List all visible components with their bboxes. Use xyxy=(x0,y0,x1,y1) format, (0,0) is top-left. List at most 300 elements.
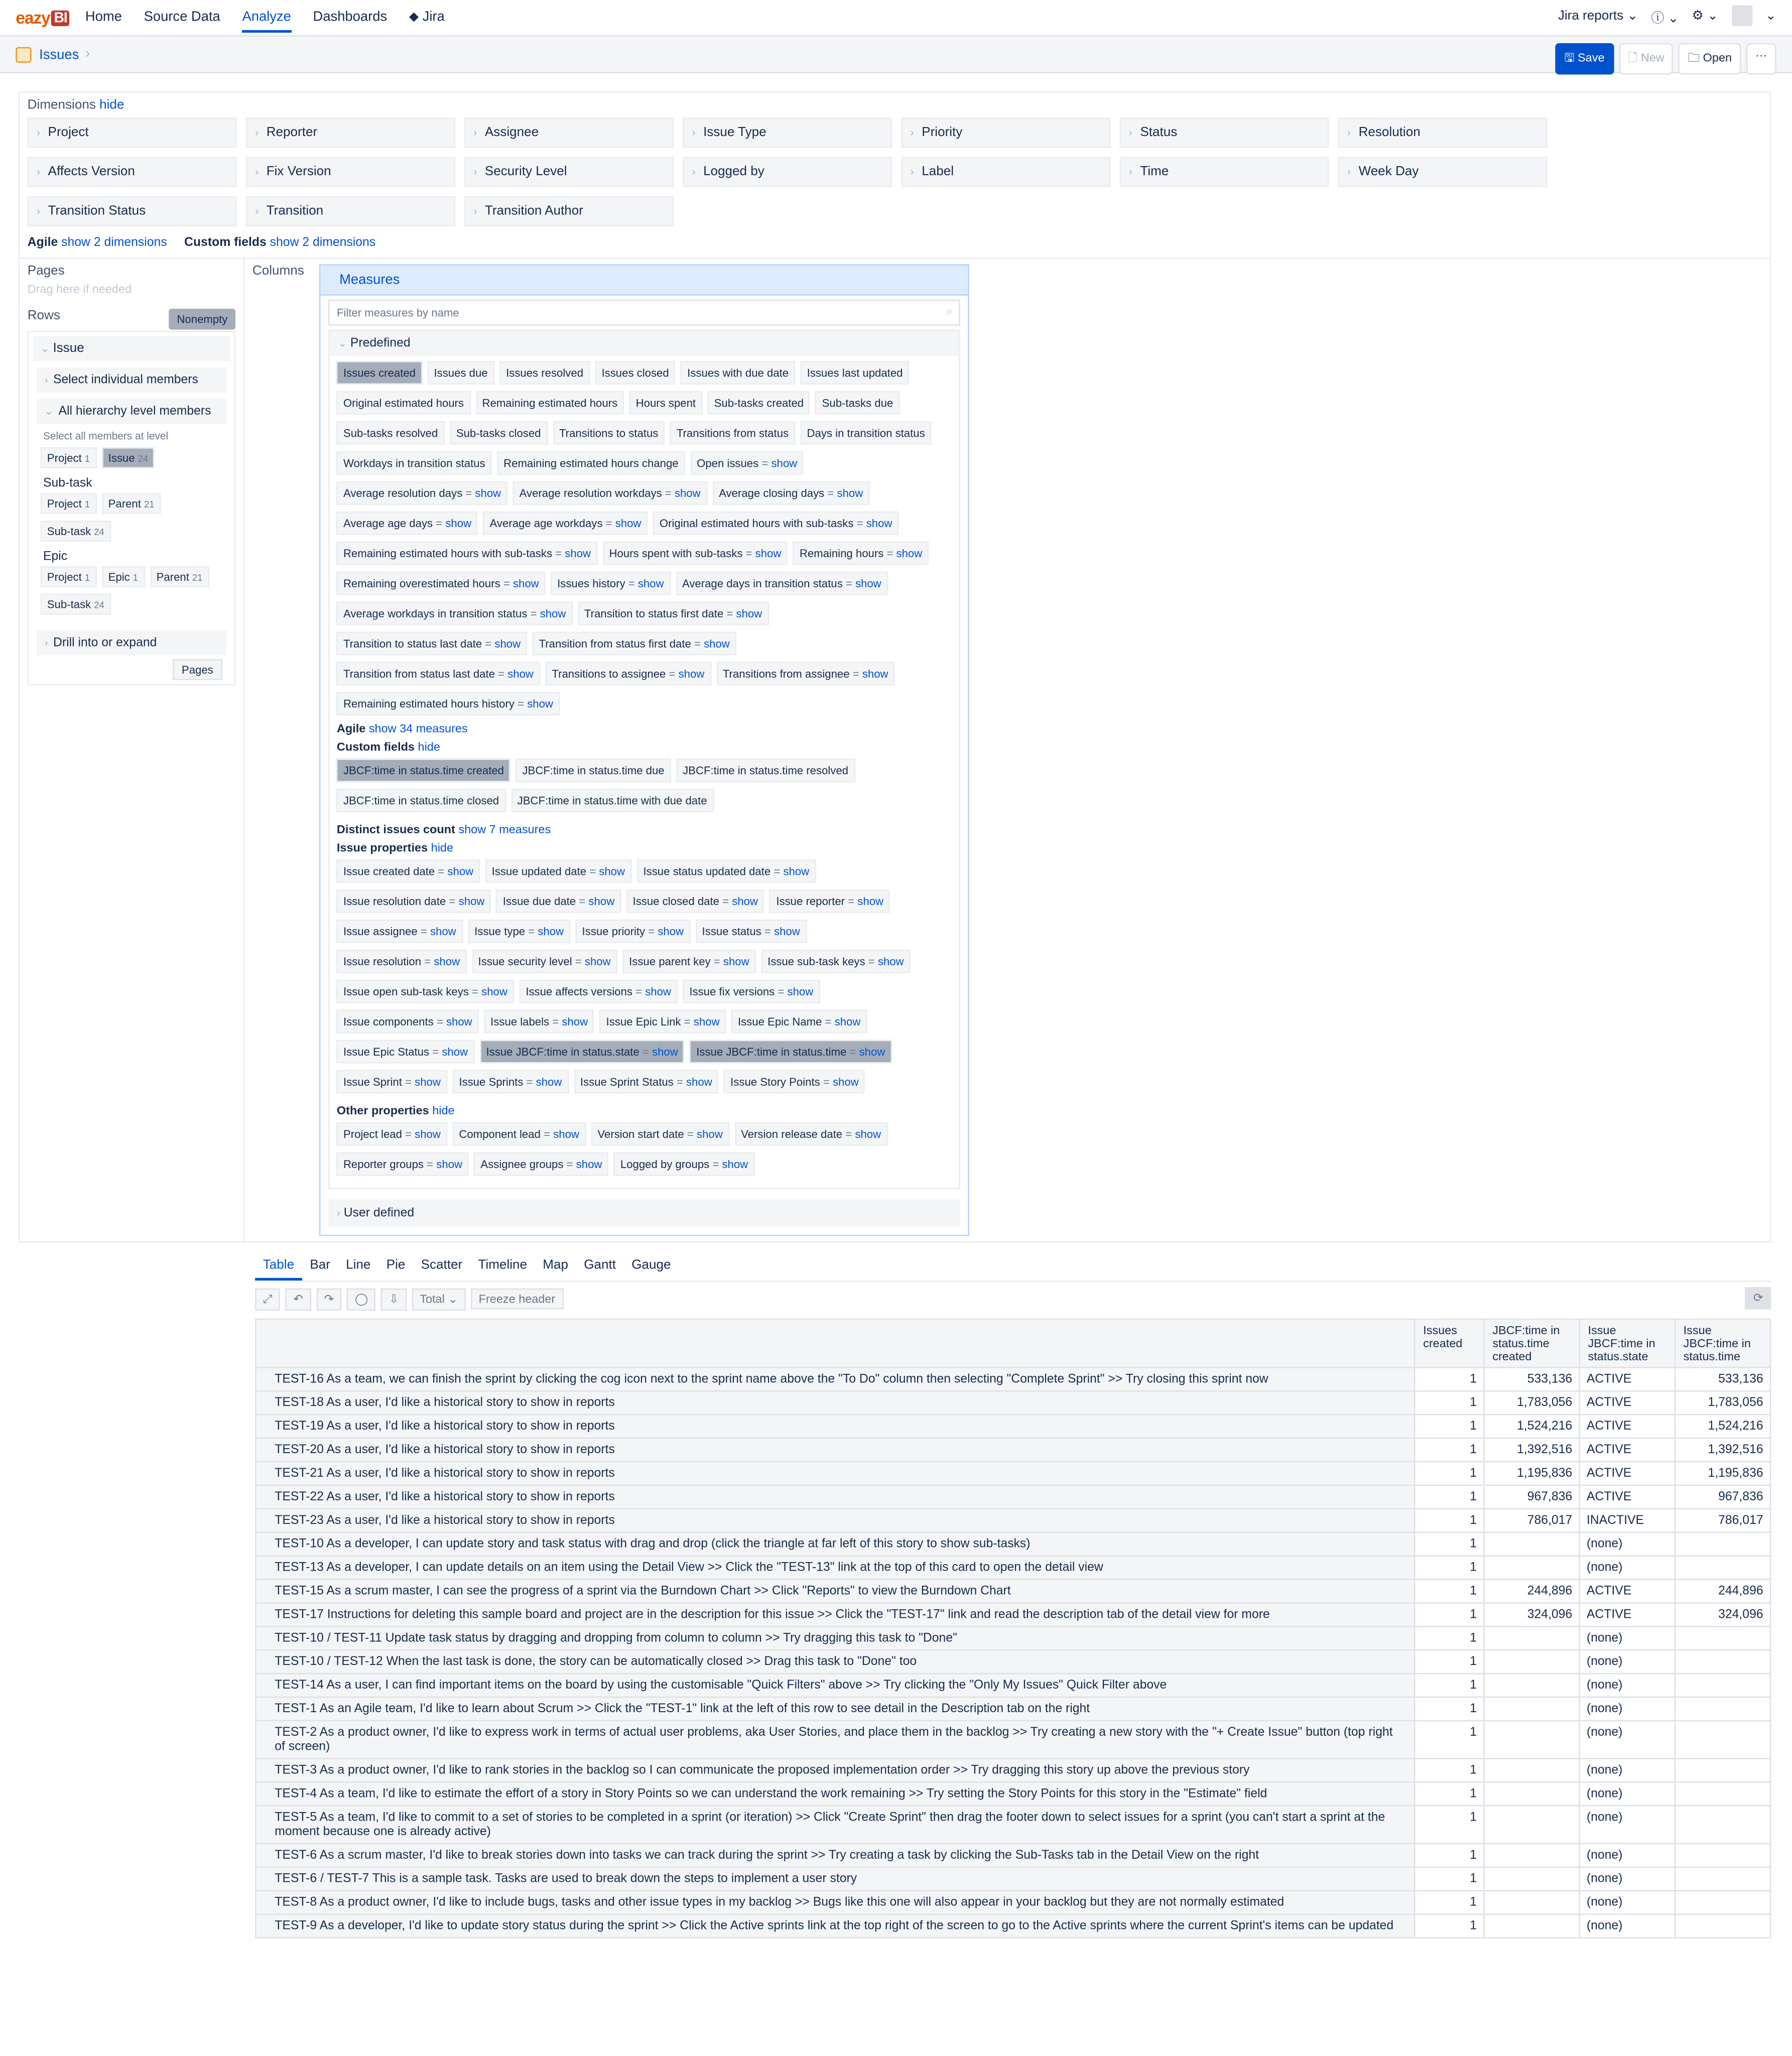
table-row xyxy=(255,1415,1770,1438)
measure-chip[interactable] xyxy=(337,481,507,505)
table-row xyxy=(255,1556,1770,1580)
show-link[interactable]: show xyxy=(540,607,566,620)
table-cell xyxy=(1484,1758,1579,1782)
measure-row xyxy=(337,602,953,625)
eazybi-logo[interactable] xyxy=(16,8,69,28)
save-button[interactable]: 🖫 Save xyxy=(1555,43,1613,75)
agile-group-label: Agile xyxy=(27,235,58,250)
table-cell: (none) xyxy=(1580,1674,1675,1697)
row-header-cell[interactable]: TEST-8 As a product owner, I'd like to include bugs, tasks and other issue types in my backlog >> Bugs like this one will also appear in your backlog but they are not normally estimated xyxy=(255,1891,1415,1914)
measure-chip[interactable] xyxy=(337,980,514,1003)
tab-bar[interactable]: Bar xyxy=(310,1258,330,1273)
agile-show-link[interactable]: show 2 dimensions xyxy=(61,235,167,250)
measure-chip[interactable] xyxy=(452,1070,568,1094)
table-cell: 786,017 xyxy=(1675,1509,1770,1532)
show-link[interactable]: show xyxy=(507,667,534,681)
show-link[interactable]: show xyxy=(637,577,664,590)
show-link[interactable]: show xyxy=(862,667,888,681)
dimension-transition-status[interactable] xyxy=(28,196,237,226)
show-link[interactable]: show xyxy=(771,456,798,470)
chevron-down-icon: ⌄ xyxy=(1627,8,1638,23)
rows-dimension-header[interactable] xyxy=(33,336,230,361)
show-link[interactable]: show xyxy=(652,1045,678,1059)
measure-label: Open issues xyxy=(697,456,759,470)
nav-source-data[interactable]: Source Data xyxy=(144,9,220,25)
measure-row xyxy=(337,421,953,445)
level-chip[interactable] xyxy=(150,566,209,587)
measure-label: Average age workdays xyxy=(489,517,603,530)
show-link[interactable]: show xyxy=(736,607,762,620)
show-link[interactable]: show xyxy=(896,547,923,560)
dimension-reporter[interactable] xyxy=(246,118,455,148)
measure-chip[interactable] xyxy=(511,789,714,812)
measure-chip[interactable] xyxy=(337,1070,447,1094)
dimension-time[interactable] xyxy=(1120,157,1329,187)
measure-chip[interactable] xyxy=(595,361,675,384)
measure-chip-selected[interactable] xyxy=(337,758,510,782)
measure-chip[interactable] xyxy=(337,391,470,415)
equals-icon: = xyxy=(775,985,788,998)
show-link[interactable]: show xyxy=(686,1075,712,1089)
measure-chip[interactable] xyxy=(533,632,736,656)
measure-chip[interactable] xyxy=(337,859,480,883)
measure-chip[interactable] xyxy=(681,361,795,384)
measure-chip[interactable] xyxy=(427,361,494,384)
tab-scatter[interactable]: Scatter xyxy=(421,1258,463,1273)
show-link[interactable]: show xyxy=(774,925,800,938)
measure-chip-selected[interactable] xyxy=(690,1040,891,1064)
row-header-cell[interactable]: TEST-2 As a product owner, I'd like to express work in terms of actual user problems, aka User Stories, and place them in the backlog >> Try creating a new story with the "+ Create Issue" button (top right of screen) xyxy=(255,1721,1415,1759)
tab-gauge[interactable]: Gauge xyxy=(631,1258,671,1273)
predefined-header[interactable] xyxy=(330,331,959,356)
measure-chip[interactable] xyxy=(337,662,540,686)
show-link[interactable]: show xyxy=(755,547,782,560)
help-icon[interactable]: ⓘ ⌄ xyxy=(1651,11,1679,26)
level-chip[interactable] xyxy=(41,493,96,514)
show-link[interactable]: show xyxy=(855,577,881,590)
measure-chip[interactable] xyxy=(337,692,560,715)
row-header-cell[interactable]: TEST-21 As a user, I'd like a historical story to show in reports xyxy=(255,1462,1415,1485)
show-link[interactable]: show xyxy=(832,1075,859,1089)
dimension-resolution[interactable] xyxy=(1338,118,1548,148)
show-link[interactable]: show xyxy=(442,1045,468,1059)
show-link[interactable]: show xyxy=(475,486,501,500)
measure-chip[interactable] xyxy=(816,391,900,415)
tab-gantt[interactable]: Gantt xyxy=(584,1258,616,1273)
level-chip[interactable] xyxy=(41,594,111,615)
hierarchy-epic-label: Epic xyxy=(43,549,68,564)
show-link[interactable]: show xyxy=(615,517,642,530)
measure-label: Transitions from status xyxy=(676,426,789,440)
measures-filter-input[interactable] xyxy=(329,300,961,326)
show-link[interactable]: show xyxy=(837,486,863,500)
show-link[interactable]: show xyxy=(430,925,456,938)
measure-label: Remaining estimated hours change xyxy=(503,456,679,470)
new-button[interactable]: 🗋 New xyxy=(1619,43,1674,75)
measure-chip[interactable] xyxy=(499,361,590,384)
show-link[interactable]: show xyxy=(866,517,892,530)
measure-chip[interactable] xyxy=(683,980,820,1003)
row-header-cell[interactable]: TEST-16 As a team, we can finish the sprint by clicking the cog icon next to the sprint name above the "To Do" column then selecting "Complete Sprint" >> Try closing this sprint now xyxy=(255,1367,1415,1391)
measure-chip[interactable] xyxy=(708,391,811,415)
agile-measures-group xyxy=(337,722,953,735)
dimension-issue-type[interactable] xyxy=(683,118,892,148)
equals-icon: = xyxy=(673,1075,686,1089)
dimension-label: Issue Type xyxy=(703,125,766,140)
measure-chip[interactable] xyxy=(337,1010,479,1034)
column-header[interactable]: Issue JBCF:time in status.time xyxy=(1675,1319,1770,1367)
measure-chip[interactable] xyxy=(450,421,548,445)
equals-icon: = xyxy=(402,1075,415,1089)
account-selector[interactable] xyxy=(1558,9,1638,23)
measure-chip[interactable] xyxy=(636,859,816,883)
level-chip[interactable] xyxy=(102,566,145,587)
show-link[interactable]: show xyxy=(857,894,884,908)
measure-chip[interactable] xyxy=(591,1122,729,1146)
dimension-assignee[interactable] xyxy=(464,118,674,148)
nav-jira[interactable] xyxy=(409,2,445,34)
fullscreen-icon[interactable]: ⤢ xyxy=(255,1288,280,1310)
measure-label: Issue Sprint Status xyxy=(580,1075,674,1089)
level-chip[interactable] xyxy=(41,521,111,542)
table-row xyxy=(255,1391,1770,1415)
cube-title[interactable]: Issues xyxy=(39,46,79,62)
row-header-cell[interactable]: TEST-10 / TEST-11 Update task status by dragging and dropping from column to column >> Try dragging this task to "Done" xyxy=(255,1626,1415,1650)
show-link[interactable]: show xyxy=(584,955,611,968)
measure-chip[interactable] xyxy=(551,572,670,595)
total-dropdown[interactable]: Total ⌄ xyxy=(412,1288,466,1310)
show-link[interactable]: show xyxy=(588,894,615,908)
show-link[interactable]: show xyxy=(576,1158,602,1171)
row-header-cell[interactable]: TEST-5 As a team, I'd like to commit to a set of stories to be completed in a sprint (or iteration) >> Click "Create Sprint" then drag the footer down to select issues for a sprint (you can't start a sprint at the moment because one is already active) xyxy=(255,1806,1415,1844)
measure-chip[interactable] xyxy=(337,511,478,535)
row-header-cell[interactable]: TEST-13 As a developer, I can update details on an item using the Detail View >> Click the "TEST-13" link at the top of this card to open the detail view xyxy=(255,1556,1415,1580)
measure-chip[interactable] xyxy=(731,1010,867,1034)
show-link[interactable]: show xyxy=(859,1045,885,1059)
measure-chip[interactable] xyxy=(724,1070,865,1094)
measure-chip[interactable] xyxy=(712,481,869,505)
measure-chip[interactable] xyxy=(600,1010,726,1034)
undo-icon[interactable]: ↶ xyxy=(286,1288,311,1310)
show-link[interactable]: show xyxy=(783,864,810,878)
settings-icon[interactable]: ⚙ ⌄ xyxy=(1692,8,1719,23)
show-link[interactable]: show xyxy=(562,1015,588,1029)
show-link[interactable]: show xyxy=(678,667,705,681)
show-link[interactable]: show xyxy=(599,864,625,878)
table-row xyxy=(255,1867,1770,1891)
issue-properties-hide-link[interactable]: hide xyxy=(431,841,453,854)
columns-label: Columns xyxy=(252,264,304,279)
measure-chip[interactable] xyxy=(516,758,671,782)
row-header-cell[interactable]: TEST-9 As a developer, I'd like to update story status during the sprint >> Click the Active sprints link at the top right of the screen to go to the Active sprints where the current Sprint's items can be updated xyxy=(255,1914,1415,1938)
custom-fields-show-link[interactable]: show 2 dimensions xyxy=(270,235,376,250)
show-link[interactable]: show xyxy=(658,925,684,938)
row-header-cell[interactable]: TEST-6 / TEST-7 This is a sample task. Tasks are used to break down the steps to implement a user story xyxy=(255,1867,1415,1891)
show-link[interactable]: show xyxy=(494,637,521,651)
show-link[interactable]: show xyxy=(447,864,474,878)
show-link[interactable]: show xyxy=(732,894,758,908)
measure-chip[interactable] xyxy=(519,980,678,1003)
row-header-cell[interactable]: TEST-17 Instructions for deleting this sample board and project are in the description for this issue >> Click the "TEST-17" link and read the description tab of the detail view for more xyxy=(255,1603,1415,1626)
show-link[interactable]: show xyxy=(436,1158,462,1171)
show-link[interactable]: show xyxy=(434,955,460,968)
measure-chip[interactable] xyxy=(452,1122,586,1146)
show-link[interactable]: show xyxy=(415,1127,441,1141)
table-row xyxy=(255,1603,1770,1626)
show-link[interactable]: show xyxy=(415,1075,441,1089)
row-header-cell[interactable]: TEST-14 As a user, I can find important items on the board by using the customisable "Quick Filters" above >> Try clicking the "Only My Issues" Quick Filter above xyxy=(255,1674,1415,1697)
row-header-cell[interactable]: TEST-10 / TEST-12 When the last task is done, the story can be automatically closed >> Drag this task to "Done" too xyxy=(255,1650,1415,1674)
row-header-cell[interactable]: TEST-19 As a user, I'd like a historical story to show in reports xyxy=(255,1415,1415,1438)
account-label: Jira reports xyxy=(1558,8,1624,23)
measure-chip[interactable] xyxy=(793,542,929,565)
row-header-cell[interactable]: TEST-10 As a developer, I can update story and task status with drag and drop (click the triangle at far left of this story to show sub-tasks) xyxy=(255,1532,1415,1556)
measure-chip[interactable] xyxy=(629,391,703,415)
export-icon[interactable]: ⇩ xyxy=(381,1288,407,1310)
equals-icon: = xyxy=(494,667,508,681)
measure-chip[interactable] xyxy=(574,1070,719,1094)
redo-icon[interactable]: ↷ xyxy=(316,1288,342,1310)
dimension-priority[interactable] xyxy=(901,118,1110,148)
measure-chip[interactable] xyxy=(497,451,685,475)
tab-line[interactable]: Line xyxy=(346,1258,371,1273)
row-header-cell[interactable]: TEST-15 As a scrum master, I can see the progress of a sprint via the Burndown Chart >> Click "Reports" to view the Burndown Chart xyxy=(255,1580,1415,1603)
show-link[interactable]: show xyxy=(538,925,564,938)
tab-map[interactable]: Map xyxy=(543,1258,568,1273)
measure-chip[interactable] xyxy=(716,662,895,686)
level-count: 24 xyxy=(94,528,104,538)
dimension-project[interactable] xyxy=(28,118,237,148)
drill-into-or-expand[interactable] xyxy=(37,630,226,656)
measure-chip[interactable] xyxy=(670,421,795,445)
measure-chip[interactable] xyxy=(770,889,890,913)
measure-chip[interactable] xyxy=(475,391,624,415)
measure-chip[interactable] xyxy=(337,1122,447,1146)
other-properties-hide-link[interactable]: hide xyxy=(432,1104,455,1117)
measure-chip[interactable] xyxy=(337,602,572,625)
row-header-cell[interactable]: TEST-18 As a user, I'd like a historical story to show in reports xyxy=(255,1391,1415,1415)
show-link[interactable]: show xyxy=(645,985,671,998)
level-chip[interactable] xyxy=(41,447,96,468)
show-link[interactable]: show xyxy=(513,577,539,590)
measure-chip[interactable] xyxy=(578,602,769,625)
show-link[interactable]: show xyxy=(704,637,730,651)
measure-label: Issue resolution xyxy=(343,955,422,968)
dimension-fix-version[interactable] xyxy=(246,157,455,187)
measure-chip[interactable] xyxy=(545,662,711,686)
all-hierarchy-level-members[interactable] xyxy=(37,399,226,424)
measure-chip-selected[interactable] xyxy=(479,1040,684,1064)
dimension-affects-version[interactable] xyxy=(28,157,237,187)
table-cell: (none) xyxy=(1580,1891,1675,1914)
dimension-status[interactable] xyxy=(1120,118,1329,148)
more-button[interactable]: ··· xyxy=(1746,43,1776,75)
measure-chip[interactable] xyxy=(474,1152,608,1176)
measure-chip[interactable] xyxy=(337,889,491,913)
show-link[interactable]: show xyxy=(458,894,485,908)
measure-chip[interactable] xyxy=(653,511,899,535)
column-header[interactable]: Issue JBCF:time in status.state xyxy=(1580,1319,1675,1367)
show-link[interactable]: show xyxy=(445,517,472,530)
dimension-logged-by[interactable] xyxy=(683,157,892,187)
measure-chip[interactable] xyxy=(337,920,463,943)
show-link[interactable]: show xyxy=(877,955,904,968)
chevron-right-icon: › xyxy=(1128,166,1132,178)
show-link[interactable]: show xyxy=(696,1127,723,1141)
measure-chip[interactable] xyxy=(626,889,764,913)
chevron-down-icon: ⌄ xyxy=(40,342,50,355)
measure-chip[interactable] xyxy=(614,1152,754,1176)
select-individual-members[interactable] xyxy=(37,367,226,393)
row-header-cell[interactable]: TEST-6 As a scrum master, I'd like to break stories down into tasks we can track during the sprint >> Try creating a task by clicking the Sub-Tasks tab in the Detail View on the right xyxy=(255,1844,1415,1867)
tab-pie[interactable]: Pie xyxy=(386,1258,406,1273)
measure-chip[interactable] xyxy=(337,542,597,565)
level-chip-selected[interactable] xyxy=(102,447,155,468)
row-header-cell[interactable]: TEST-4 As a team, I'd like to estimate the effort of a story in Story Points so we can understand the work remaining >> Try setting the Story Points for this story in the "Estimate" field xyxy=(255,1782,1415,1806)
nav-home[interactable]: Home xyxy=(85,9,122,25)
view-tabs xyxy=(255,1253,1771,1281)
measure-chip[interactable] xyxy=(337,789,505,812)
show-link[interactable]: show xyxy=(553,1127,579,1141)
measure-label: JBCF:time in status.time closed xyxy=(343,794,499,807)
show-link[interactable]: show xyxy=(481,985,507,998)
table-cell: 967,836 xyxy=(1484,1485,1579,1509)
table-cell xyxy=(1675,1674,1770,1697)
measure-label: Remaining estimated hours xyxy=(482,396,618,410)
freeze-header-button[interactable]: Freeze header xyxy=(471,1289,563,1310)
dimension-transition-author[interactable] xyxy=(464,196,674,226)
column-header[interactable]: JBCF:time in status.time created xyxy=(1484,1319,1579,1367)
measure-chip[interactable] xyxy=(337,421,444,445)
dimension-security-level[interactable] xyxy=(464,157,674,187)
dimensions-hide-link[interactable]: hide xyxy=(99,98,124,113)
distinct-show-link[interactable]: show 7 measures xyxy=(458,823,551,836)
level-chip[interactable] xyxy=(41,566,96,587)
measure-chip[interactable] xyxy=(468,920,570,943)
select-all-hint: Select all members at level xyxy=(43,430,169,442)
chevron-right-icon: › xyxy=(473,166,477,178)
table-cell: 786,017 xyxy=(1484,1509,1579,1532)
measure-chip[interactable] xyxy=(690,451,804,475)
measure-chip[interactable] xyxy=(513,481,707,505)
comment-icon[interactable]: ◯ xyxy=(347,1288,376,1310)
measure-label: Issue priority xyxy=(582,925,646,938)
pages-dropzone[interactable]: Drag here if needed xyxy=(27,282,132,296)
measure-chip[interactable] xyxy=(472,950,617,973)
measure-chip[interactable] xyxy=(801,361,910,384)
measure-chip[interactable] xyxy=(553,421,665,445)
level-chip[interactable] xyxy=(102,493,161,514)
measure-chip[interactable] xyxy=(337,632,527,656)
dimension-week-day[interactable] xyxy=(1338,157,1548,187)
table-cell xyxy=(1484,1674,1579,1697)
measure-label: Average closing days xyxy=(719,486,825,500)
measure-chip-selected[interactable] xyxy=(337,361,422,384)
row-header-cell[interactable]: TEST-20 As a user, I'd like a historical story to show in reports xyxy=(255,1438,1415,1462)
tab-timeline[interactable]: Timeline xyxy=(478,1258,527,1273)
show-link[interactable]: show xyxy=(834,1015,861,1029)
measure-chip[interactable] xyxy=(676,572,888,595)
measure-chip[interactable] xyxy=(337,572,546,595)
refresh-icon[interactable]: ⟳ xyxy=(1745,1287,1771,1309)
avatar[interactable] xyxy=(1731,5,1752,26)
measure-label: Issue resolution date xyxy=(343,894,446,908)
measure-chip[interactable] xyxy=(485,859,631,883)
table-cell: 1 xyxy=(1415,1674,1484,1697)
measure-row xyxy=(337,391,953,415)
measure-chip[interactable] xyxy=(337,950,466,973)
show-link[interactable]: show xyxy=(855,1127,881,1141)
save-button-label: Save xyxy=(1578,51,1605,64)
table-row xyxy=(255,1758,1770,1782)
measure-chip[interactable] xyxy=(576,920,691,943)
measure-chip[interactable] xyxy=(696,920,807,943)
measure-chip[interactable] xyxy=(734,1122,887,1146)
measure-chip[interactable] xyxy=(483,511,648,535)
table-cell: 1 xyxy=(1415,1844,1484,1867)
measure-chip[interactable] xyxy=(484,1010,594,1034)
show-link[interactable]: show xyxy=(565,547,591,560)
measure-chip[interactable] xyxy=(622,950,756,973)
show-link[interactable]: show xyxy=(674,486,701,500)
measure-chip[interactable] xyxy=(496,889,621,913)
equals-icon: = xyxy=(846,1045,859,1059)
agile-show-link[interactable]: show 34 measures xyxy=(368,722,468,735)
measure-label: Issue security level xyxy=(478,955,572,968)
show-link[interactable]: show xyxy=(536,1075,562,1089)
show-link[interactable]: show xyxy=(723,955,749,968)
equals-icon: = xyxy=(710,955,723,968)
row-header-cell[interactable]: TEST-3 As a product owner, I'd like to rank stories in the backlog so I can communicate the proposed implementation order >> Try dragging this story up above the previous story xyxy=(255,1758,1415,1782)
column-header[interactable]: Issues created xyxy=(1415,1319,1484,1367)
measure-chip[interactable] xyxy=(676,758,855,782)
rows-dimension-box xyxy=(28,331,235,685)
nav-dashboards[interactable]: Dashboards xyxy=(313,9,388,25)
measure-label: Issues history xyxy=(557,577,625,590)
measure-chip[interactable] xyxy=(337,1152,469,1176)
row-header-cell[interactable]: TEST-23 As a user, I'd like a historical story to show in reports xyxy=(255,1509,1415,1532)
user-defined-section[interactable] xyxy=(329,1200,961,1227)
measure-label: Logged by groups xyxy=(620,1158,710,1171)
measure-chip[interactable] xyxy=(602,542,788,565)
logo-text: eazy xyxy=(16,8,50,28)
nav-analyze[interactable]: Analyze xyxy=(242,2,291,33)
measure-chip[interactable] xyxy=(337,1040,474,1064)
measure-chip[interactable] xyxy=(337,451,492,475)
measures-header[interactable]: Measures xyxy=(321,266,969,296)
show-link[interactable]: show xyxy=(787,985,814,998)
table-cell: 1 xyxy=(1415,1532,1484,1556)
measure-row xyxy=(337,920,953,943)
custom-fields-hide-link[interactable]: hide xyxy=(418,740,440,753)
row-header-cell[interactable]: TEST-1 As an Agile team, I'd like to learn about Scrum >> Click the "TEST-1" link at the left of this row to see detail in the Description tab on the right xyxy=(255,1697,1415,1721)
tab-table[interactable]: Table xyxy=(255,1253,302,1280)
measure-row xyxy=(337,572,953,595)
measure-chip[interactable] xyxy=(801,421,932,445)
move-to-pages-button[interactable]: Pages xyxy=(173,659,222,680)
nonempty-toggle[interactable]: Nonempty xyxy=(169,309,235,330)
dimension-label-dim[interactable] xyxy=(901,157,1110,187)
show-link[interactable]: show xyxy=(527,697,553,710)
row-header-cell[interactable]: TEST-22 As a user, I'd like a historical story to show in reports xyxy=(255,1485,1415,1509)
open-button[interactable]: 🗀 Open xyxy=(1679,43,1741,75)
avatar-chevron-icon[interactable]: ⌄ xyxy=(1765,8,1776,23)
show-link[interactable]: show xyxy=(722,1158,748,1171)
show-link[interactable]: show xyxy=(446,1015,472,1029)
dimension-transition[interactable] xyxy=(246,196,455,226)
measure-chip[interactable] xyxy=(761,950,911,973)
show-link[interactable]: show xyxy=(693,1015,720,1029)
